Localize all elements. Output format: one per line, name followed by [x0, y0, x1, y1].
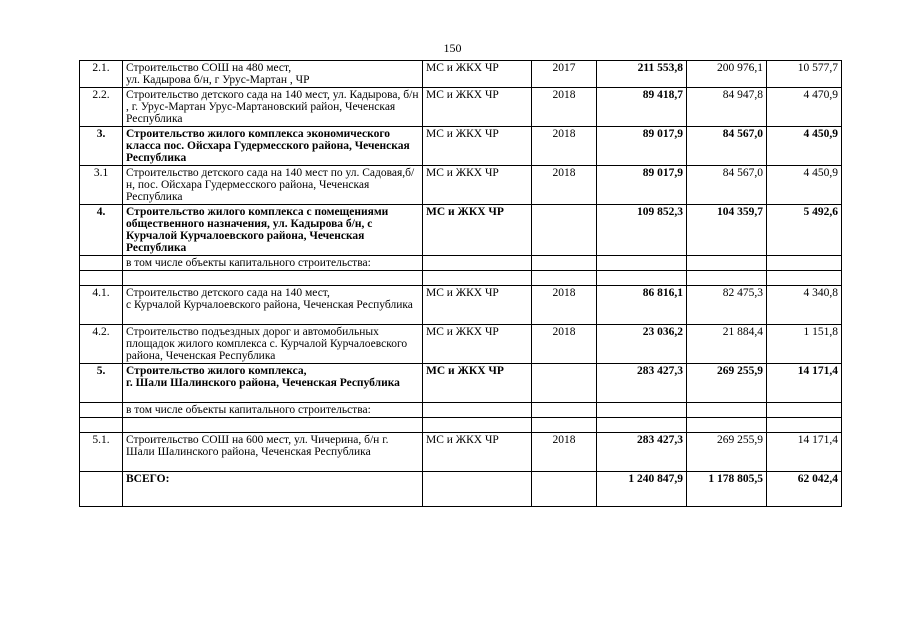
- row-total: 89 017,9: [597, 166, 687, 205]
- row-org: [423, 271, 532, 286]
- table-row: [80, 364, 842, 403]
- row-org: МС и ЖКХ ЧР: [423, 433, 532, 472]
- row-number: [80, 418, 123, 433]
- row-name: Строительство детского сада на 140 мест, с Курчалой Курчалоевского района, Чеченская Республика: [123, 286, 423, 325]
- row-total: [597, 403, 687, 418]
- table-row: [80, 88, 842, 127]
- row-name: [123, 271, 423, 286]
- row-federal: 1 178 805,5: [687, 472, 767, 507]
- row-total: [597, 271, 687, 286]
- row-federal: [687, 403, 767, 418]
- row-name: Строительство жилого комплекса с помещениями общественного назначения, ул. Кадырова б/н, с Курчалой Курчалоевского района, Чеченская Республика: [123, 205, 423, 256]
- row-total: [597, 256, 687, 271]
- row-federal: 84 567,0: [687, 127, 767, 166]
- row-total: 109 852,3: [597, 205, 687, 256]
- table-row: [80, 61, 842, 88]
- row-total: 1 240 847,9: [597, 472, 687, 507]
- row-total: 86 816,1: [597, 286, 687, 325]
- row-regional: 4 450,9: [767, 166, 842, 205]
- page-number: 150: [443, 41, 462, 55]
- row-org: [423, 256, 532, 271]
- row-org: МС и ЖКХ ЧР: [423, 166, 532, 205]
- row-federal: 104 359,7: [687, 205, 767, 256]
- row-name: в том числе объекты капитального строительства:: [123, 403, 423, 418]
- row-regional: 14 171,4: [767, 364, 842, 403]
- row-federal: 82 475,3: [687, 286, 767, 325]
- row-org: [423, 472, 532, 507]
- row-number: 2.2.: [80, 88, 123, 127]
- row-federal: 269 255,9: [687, 364, 767, 403]
- row-regional: 4 470,9: [767, 88, 842, 127]
- table-row: [80, 256, 842, 271]
- row-regional: 4 340,8: [767, 286, 842, 325]
- row-number: 4.: [80, 205, 123, 256]
- row-regional: 1 151,8: [767, 325, 842, 364]
- row-number: [80, 472, 123, 507]
- row-federal: [687, 418, 767, 433]
- row-federal: [687, 256, 767, 271]
- row-number: [80, 256, 123, 271]
- table-row: [80, 418, 842, 433]
- row-total: 89 017,9: [597, 127, 687, 166]
- row-name: Строительство жилого комплекса экономического класса пос. Ойсхара Гудермесского района, Чеченская Республика: [123, 127, 423, 166]
- row-federal: 84 567,0: [687, 166, 767, 205]
- table-row: [80, 271, 842, 286]
- table-row: [80, 472, 842, 507]
- row-total: 283 427,3: [597, 364, 687, 403]
- row-org: МС и ЖКХ ЧР: [423, 205, 532, 256]
- row-year: 2018: [532, 433, 597, 472]
- row-year: 2018: [532, 325, 597, 364]
- row-regional: 4 450,9: [767, 127, 842, 166]
- row-regional: 14 171,4: [767, 433, 842, 472]
- row-org: МС и ЖКХ ЧР: [423, 61, 532, 88]
- row-org: МС и ЖКХ ЧР: [423, 88, 532, 127]
- row-regional: [767, 256, 842, 271]
- row-name: ВСЕГО:: [123, 472, 423, 507]
- row-name: Строительство СОШ на 600 мест, ул. Чичерина, б/н г. Шали Шалинского района, Чеченская Республика: [123, 433, 423, 472]
- row-regional: 5 492,6: [767, 205, 842, 256]
- row-name: [123, 418, 423, 433]
- row-year: 2017: [532, 61, 597, 88]
- row-number: 3.1: [80, 166, 123, 205]
- table-row: [80, 325, 842, 364]
- row-org: МС и ЖКХ ЧР: [423, 364, 532, 403]
- row-year: [532, 403, 597, 418]
- table-row: [80, 127, 842, 166]
- row-year: 2018: [532, 127, 597, 166]
- row-total: 23 036,2: [597, 325, 687, 364]
- row-total: 89 418,7: [597, 88, 687, 127]
- row-name: в том числе объекты капитального строительства:: [123, 256, 423, 271]
- row-number: [80, 271, 123, 286]
- row-org: [423, 418, 532, 433]
- row-year: [532, 271, 597, 286]
- row-number: 4.1.: [80, 286, 123, 325]
- row-year: 2018: [532, 166, 597, 205]
- row-number: 2.1.: [80, 61, 123, 88]
- row-number: [80, 403, 123, 418]
- row-number: 5.1.: [80, 433, 123, 472]
- row-name: Строительство СОШ на 480 мест, ул. Кадырова б/н, г Урус-Мартан , ЧР: [123, 61, 423, 88]
- row-regional: [767, 418, 842, 433]
- row-federal: 269 255,9: [687, 433, 767, 472]
- row-number: 3.: [80, 127, 123, 166]
- row-federal: 84 947,8: [687, 88, 767, 127]
- row-regional: [767, 271, 842, 286]
- row-org: МС и ЖКХ ЧР: [423, 127, 532, 166]
- row-total: 283 427,3: [597, 433, 687, 472]
- row-year: [532, 418, 597, 433]
- row-number: 4.2.: [80, 325, 123, 364]
- row-year: [532, 364, 597, 403]
- row-name: Строительство детского сада на 140 мест, ул. Кадырова, б/н , г. Урус-Мартан Урус-Мартановский район, Чеченская Республика: [123, 88, 423, 127]
- row-name: Строительство подъездных дорог и автомобильных площадок жилого комплекса с. Курчалой Курчалоевского района, Чеченская Республика: [123, 325, 423, 364]
- row-year: [532, 472, 597, 507]
- data-table: [79, 60, 842, 507]
- row-name: Строительство детского сада на 140 мест по ул. Садовая,б/н, пос. Ойсхара Гудермесского района, Чеченская Республика: [123, 166, 423, 205]
- row-org: МС и ЖКХ ЧР: [423, 286, 532, 325]
- row-regional: 62 042,4: [767, 472, 842, 507]
- table-body: [80, 61, 842, 507]
- row-total: [597, 418, 687, 433]
- table-row: [80, 433, 842, 472]
- row-year: 2018: [532, 88, 597, 127]
- row-year: 2018: [532, 286, 597, 325]
- row-number: 5.: [80, 364, 123, 403]
- row-regional: 10 577,7: [767, 61, 842, 88]
- row-org: [423, 403, 532, 418]
- row-total: 211 553,8: [597, 61, 687, 88]
- row-federal: 21 884,4: [687, 325, 767, 364]
- row-federal: [687, 271, 767, 286]
- row-org: МС и ЖКХ ЧР: [423, 325, 532, 364]
- table-row: [80, 205, 842, 256]
- table-row: [80, 166, 842, 205]
- row-regional: [767, 403, 842, 418]
- row-year: [532, 205, 597, 256]
- row-federal: 200 976,1: [687, 61, 767, 88]
- table-row: [80, 286, 842, 325]
- row-year: [532, 256, 597, 271]
- row-name: Строительство жилого комплекса, г. Шали Шалинского района, Чеченская Республика: [123, 364, 423, 403]
- table-row: [80, 403, 842, 418]
